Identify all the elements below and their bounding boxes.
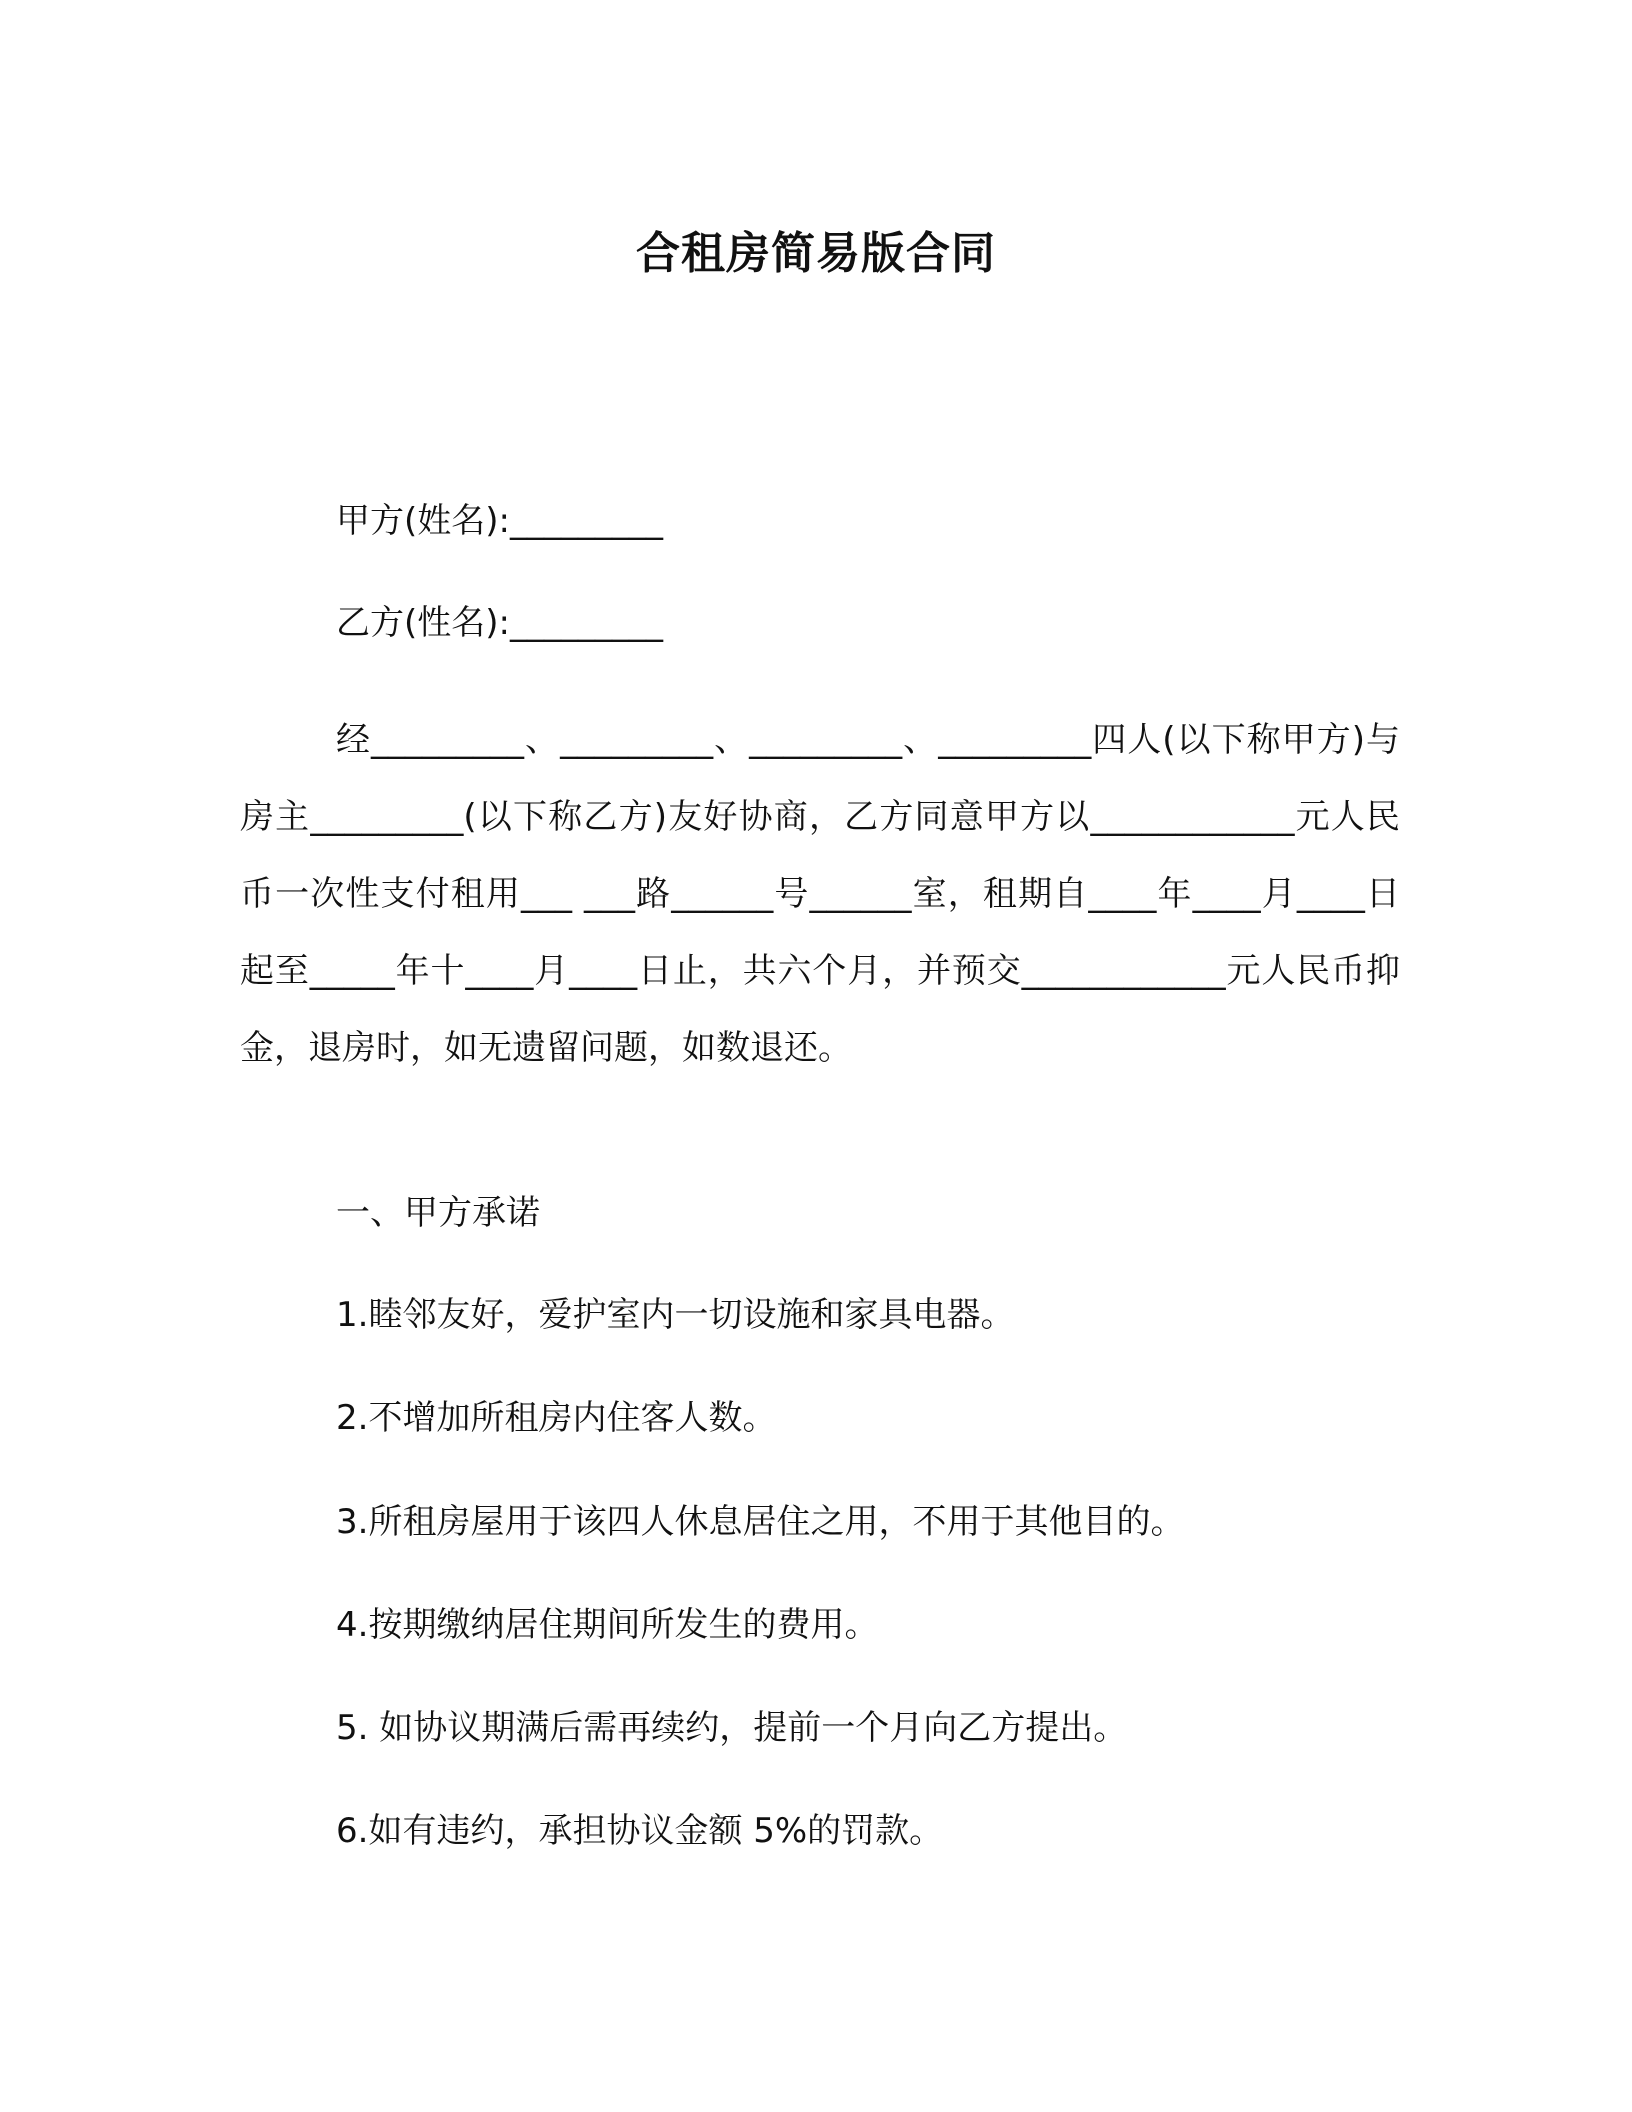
document-title: 合租房简易版合同 [636, 228, 996, 279]
list-item: 5. 如协议期满后需再续约，提前一个月向乙方提出。 [336, 1708, 1128, 1748]
list-item: 6.如有违约，承担协议金额 5%的罚款。 [336, 1811, 944, 1851]
main-paragraph: 经_________、_________、_________、_________四人(以下称甲方)与房主_________(以下称乙方)友好协商，乙方同意甲方以____________元人民币一次性支付租用___ ___路______号______室，租期自____年____月____日起至_____年十____月____日止，共六个月，并预交____________元人民币抑金，退房时，如无遗留问题，如数退还。 [240, 720, 1400, 1068]
list-item: 3.所租房屋用于该四人休息居住之用，不用于其他目的。 [336, 1502, 1185, 1542]
list-item: 2.不增加所租房内住客人数。 [336, 1398, 777, 1438]
list-item: 4.按期缴纳居住期间所发生的费用。 [336, 1605, 879, 1645]
party-b-line: 乙方(性名):_________ [336, 603, 663, 643]
section-heading: 一、甲方承诺 [336, 1193, 540, 1233]
list-item: 1.睦邻友好，爱护室内一切设施和家具电器。 [336, 1295, 1015, 1335]
party-a-line: 甲方(姓名):_________ [336, 501, 663, 541]
